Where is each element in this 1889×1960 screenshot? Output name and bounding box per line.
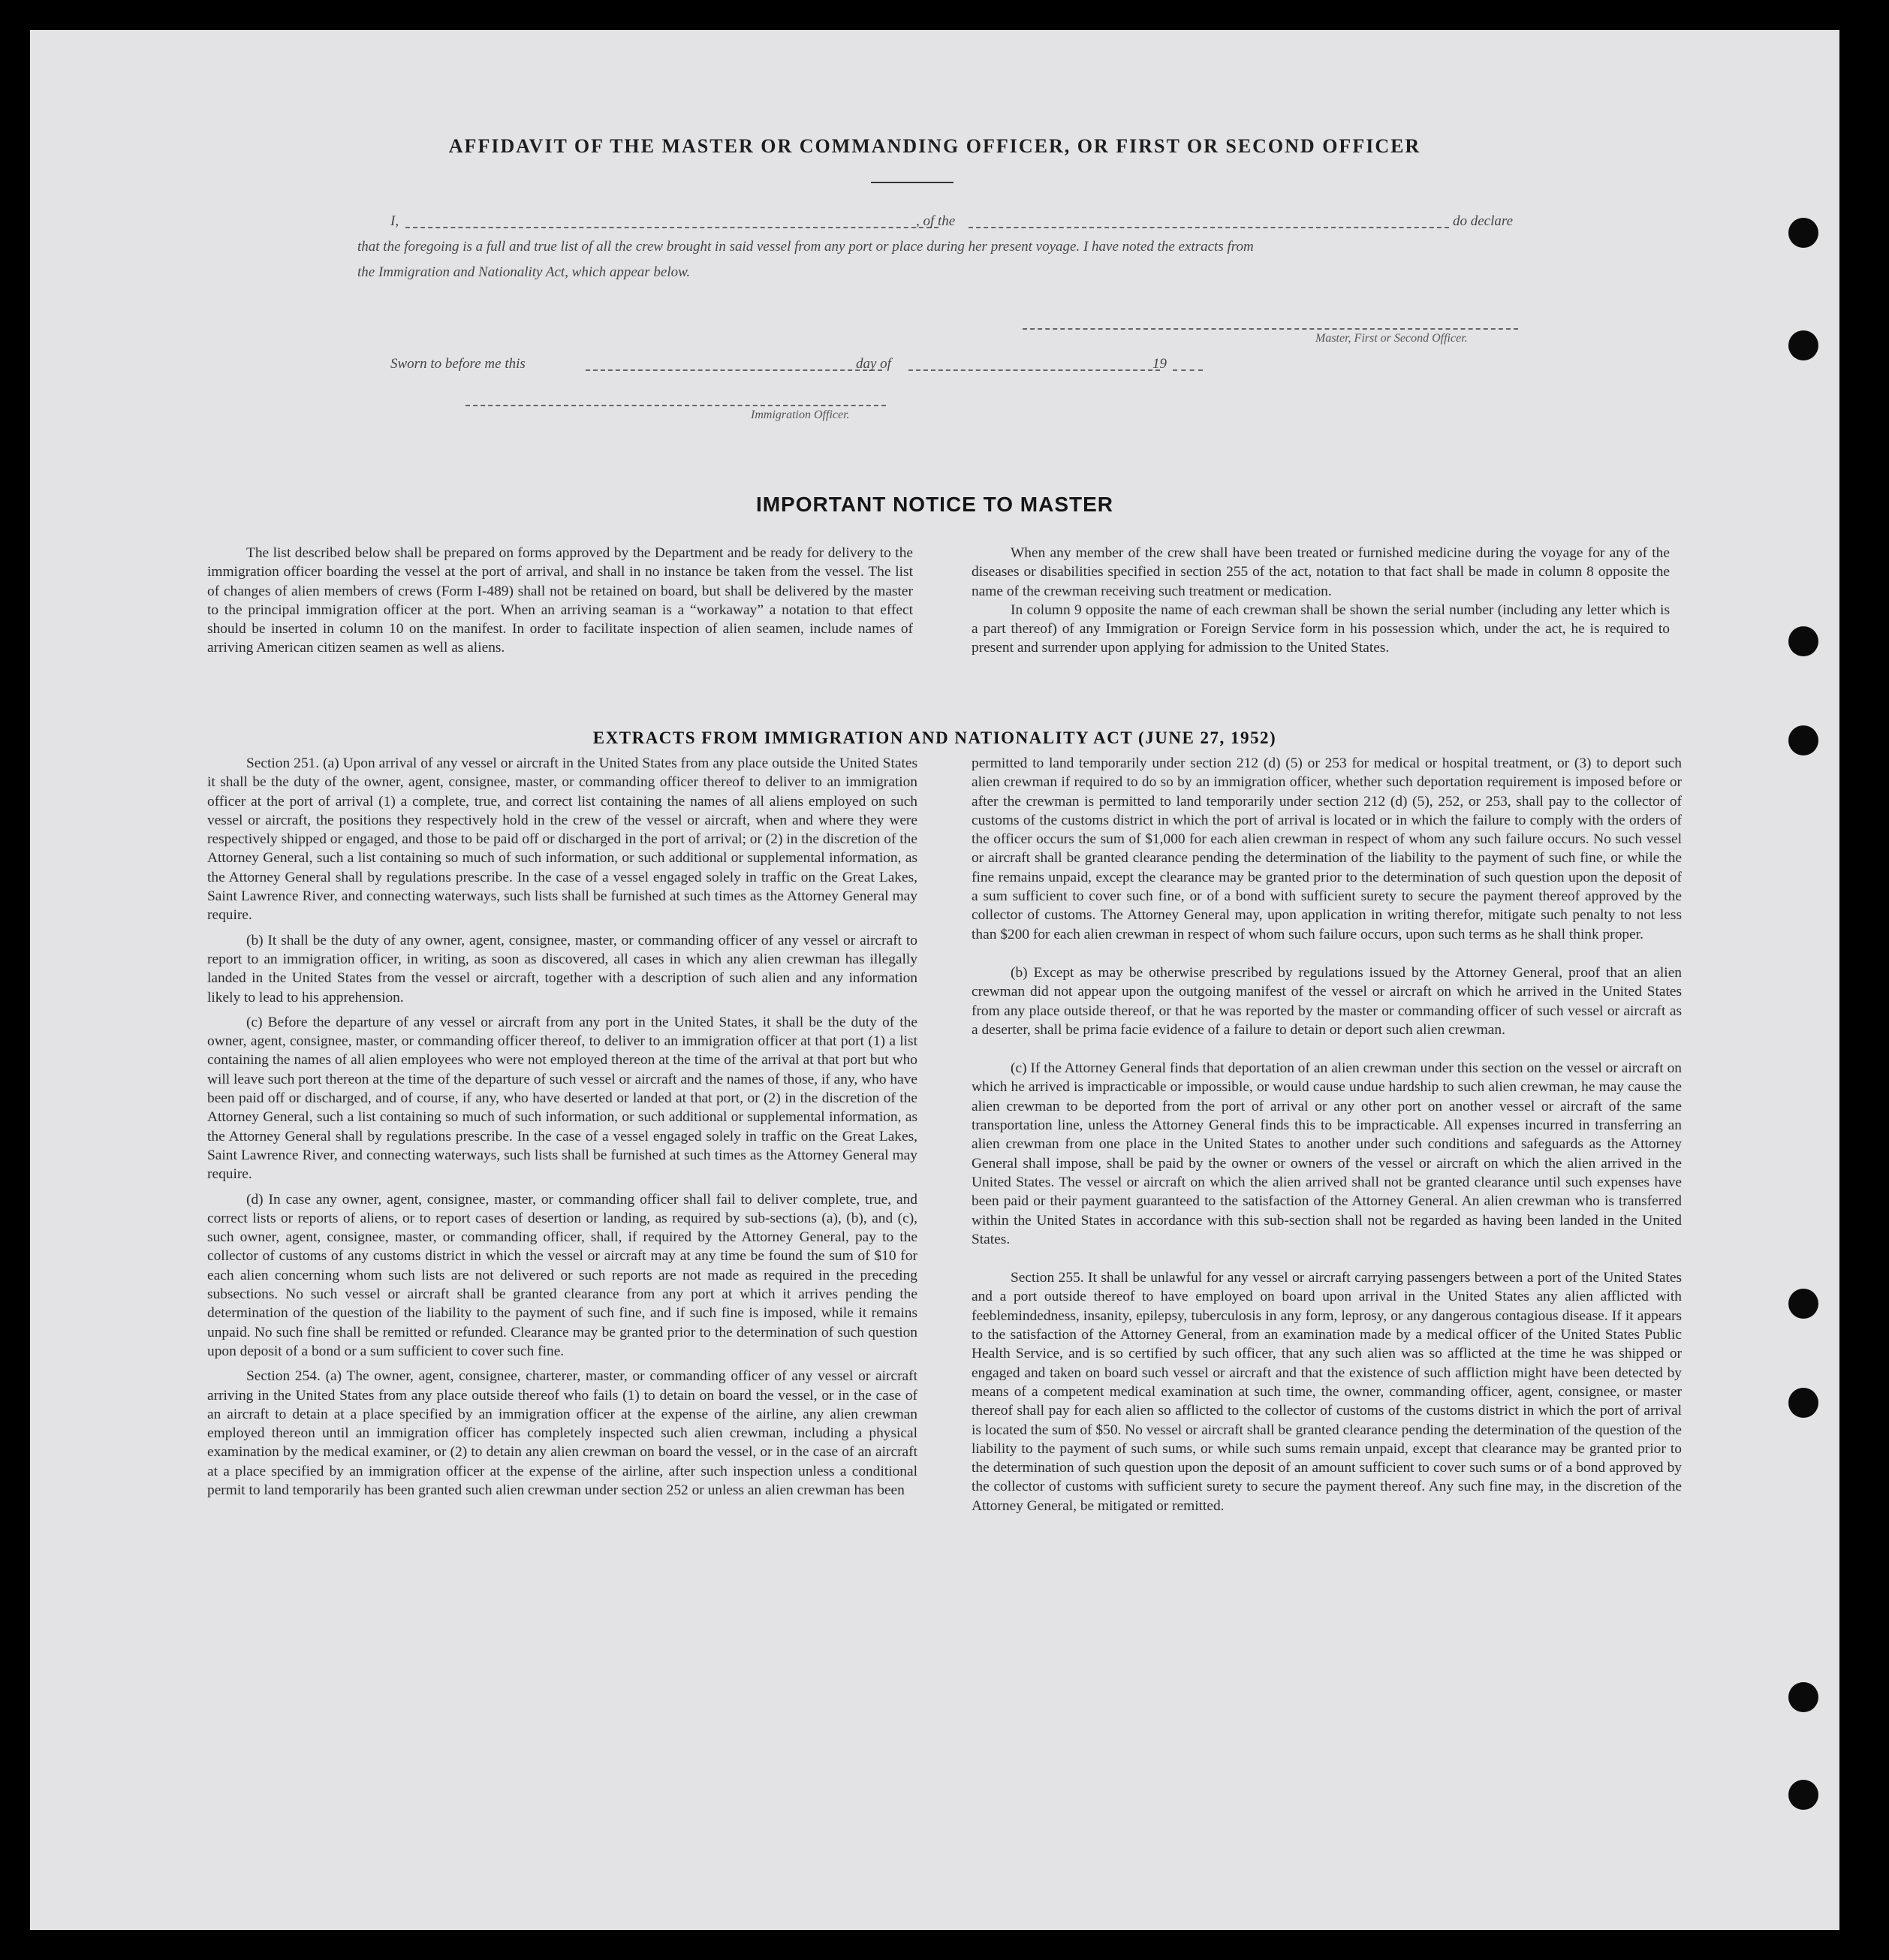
notice-paragraph: The list described below shall be prepared on forms approved by the Department and be ready for delivery to the immigration officer boarding the vessel at the port of arrival, and shall in no instance be taken from the vessel. The list of changes of alien members of crews (Form I-489) shall not be retained on board, but shall be delivered by the master to the principal immigration officer at the port. When an arriving seaman is a “workaway” a notation to that effect should be inserted in column 10 on the manifest. In order to facilitate inspection of alien seamen, include names of arriving American citizen seamen as well as aliens. bbox=[207, 545, 913, 656]
extracts-left-column bbox=[207, 754, 917, 1500]
notice-paragraph: In column 9 opposite the name of each crewman shall be shown the serial number (including any letter which is a part thereof) of any Immigration or Foreign Service form in his possession which, under the act, he is required to present and surrender upon applying for admission to the United States. bbox=[972, 602, 1670, 656]
title-rule bbox=[871, 182, 954, 183]
affidavit-do-declare: do declare bbox=[1453, 213, 1514, 229]
affidavit-i-label: I, bbox=[390, 213, 399, 229]
section-paragraph: (b) It shall be the duty of any owner, agent, consignee, master, or commanding officer of any vessel or aircraft to report to an immigration officer, in writing, as soon as discovered, all cases in which any alien crewman has illegally landed in the United States from the vessel or aircraft, together with a description of such alien and any information likely to lead to his apprehension. bbox=[207, 932, 917, 1006]
master-signature-caption: Master, First or Second Officer. bbox=[1315, 332, 1468, 345]
document-page bbox=[30, 30, 1839, 1930]
section-paragraph: (c) If the Attorney General finds that deportation of an alien crewman under this section on the vessel or aircraft on which he arrived is impracticable or impossible, or would cause undue hardship to such alien crewman, he may cause the alien crewman to be deported from the port of arrival or any other port on another vessel or aircraft of the same transportation line, unless the Attorney General finds this to be impracticable. All expenses incurred in transferring an alien crewman from one place in the United States to another under such conditions and safeguards as the Attorney General shall impose, shall be paid by the owner or owners of the vessel or aircraft on which the alien arrived in the United States. The vessel or aircraft on which the alien arrived shall not be granted clearance until such expenses have been paid or their payment guaranteed to the satisfaction of the Attorney General. An alien crewman who is transferred within the United States in accordance with this sub-section shall not be regarded as having been landed in the United States. bbox=[972, 1060, 1682, 1247]
punch-hole bbox=[1788, 1780, 1818, 1810]
vessel-blank bbox=[969, 227, 1449, 228]
punch-hole bbox=[1788, 330, 1818, 360]
day-of-label: day of bbox=[856, 356, 891, 372]
section-paragraph: Section 254. (a) The owner, agent, consignee, charterer, master, or commanding officer of any vessel or aircraft arriving in the United States from any place outside thereof who fails (1) to detain on board the vessel, or in the case of an aircraft to detain at a place specified by an immigration officer at the expense of the airline, any alien crewman employed thereon until an immigration officer has completely inspected such alien crewman, including a physical examination by the medical examiner, or (2) to detain any alien crewman on board the vessel, or in the case of an aircraft at a place specified by an immigration officer at the expense of the airline, after such inspection unless a conditional permit to land temporarily has been granted such alien crewman under section 252 or unless an alien crewman has been bbox=[207, 1368, 917, 1498]
officer-signature-line bbox=[465, 405, 886, 406]
notice-heading: IMPORTANT NOTICE TO MASTER bbox=[755, 493, 1114, 516]
officer-signature-caption: Immigration Officer. bbox=[751, 409, 850, 421]
sworn-day-blank bbox=[586, 369, 882, 371]
year-label: 19 bbox=[1152, 356, 1167, 372]
notice-left-column bbox=[207, 544, 913, 658]
affidavit-title: AFFIDAVIT OF THE MASTER OR COMMANDING OFFICER, OR FIRST OR SECOND OFFICER bbox=[448, 135, 1421, 157]
section-paragraph: (b) Except as may be otherwise prescribed by regulations issued by the Attorney General, proof that an alien crewman did not appear upon the outgoing manifest of the vessel or aircraft on which he arrived in the United States from any place outside thereof, or that he was reported by the master or commanding officer of such vessel or aircraft as a deserter, shall be prima facie evidence of a failure to detain or deport such alien crewman. bbox=[972, 964, 1682, 1038]
section-paragraph: Section 251. (a) Upon arrival of any vessel or aircraft in the United States from any place outside the United States it shall be the duty of the owner, agent, consignee, master, or commanding officer thereof to deliver to an immigration officer at the port of arrival (1) a complete, true, and correct list containing the names of all aliens employed on such vessel or aircraft, the positions they respectively hold in the crew of the vessel or aircraft, when and where they were respectively shipped or engaged, and those to be paid off or discharged in the port of arrival; or (2) in the discretion of the Attorney General, such a list containing so much of such information, or such additional or supplemental information, as the Attorney General shall by regulations prescribe. In the case of a vessel engaged solely in traffic on the Great Lakes, Saint Lawrence River, and connecting waterways, such lists shall be furnished at such times as the Attorney General may require. bbox=[207, 755, 917, 924]
extracts-right-column bbox=[972, 754, 1682, 1515]
name-blank bbox=[405, 227, 938, 228]
punch-hole bbox=[1788, 626, 1818, 656]
section-paragraph: Section 255. It shall be unlawful for any vessel or aircraft carrying passengers between a port of the United States and a port outside thereof to have employed on board upon arrival in the United States any alien afflicted with feeblemindedness, insanity, epilepsy, tuberculosis in any form, leprosy, or any dangerous contagious disease. If it appears to the satisfaction of the Attorney General, from an examination made by a medical officer of the United States Public Health Service, and is so certified by such officer, that any such alien was so afflicted at the time he was shipped or engaged and taken on board such vessel or aircraft and that the existence of such affliction might have been detected by means of a competent medical examination at such time, the owner, commanding officer, agent, consignee, or master thereof shall pay for each alien so afflicted to the collector of customs of the customs district in which the port of arrival is located the sum of $50. No vessel or aircraft shall be granted clearance pending the determination of the question of the liability to the payment of such sums, or while such sums remain unpaid, except that clearance may be granted prior to the determination of such question upon the deposit of an amount sufficient to cover such sums or of a bond approved by the collector of customs with sufficient surety to secure the payment thereof. Any such fine may, in the discretion of the Attorney General, be mitigated or remitted. bbox=[972, 1270, 1682, 1514]
sworn-label: Sworn to before me this bbox=[390, 356, 526, 372]
master-signature-line bbox=[1023, 328, 1518, 330]
notice-right-column bbox=[972, 544, 1670, 658]
section-paragraph: (d) In case any owner, agent, consignee, master, or commanding officer shall fail to deliver complete, true, and correct lists or reports of aliens, or to report cases of desertion or landing, as required by sub-sections (a), (b), and (c), such owner, agent, consignee, master, or commanding officer, shall, if required by the Attorney General, pay to the collector of customs of any customs district in which the vessel or aircraft may at any time be found the sum of $10 for each alien concerning whom such lists are not delivered or such reports are not made as required in the preceding subsections. No such vessel or aircraft shall be granted clearance from any port at which it arrives pending the determination of the question of the liability to the payment of such fine, and if such fine is imposed, while it remains unpaid. No such fine shall be remitted or refunded. Clearance may be granted prior to the determination of such question upon deposit of a bond or a sum sufficient to cover such fine. bbox=[207, 1191, 917, 1359]
affidavit-of-the: , of the bbox=[916, 213, 956, 229]
year-blank bbox=[1173, 369, 1203, 371]
punch-hole bbox=[1788, 1682, 1818, 1712]
notice-paragraph: When any member of the crew shall have been treated or furnished medicine during the voyage for any of the diseases or disabilities specified in section 255 of the act, notation to that fact shall be made in column 8 opposite the name of the crewman receiving such treatment or medication. bbox=[972, 545, 1670, 599]
affidavit-line-2: that the foregoing is a full and true list of all the crew brought in said vessel from any port or place during her present voyage. I have noted the extracts from bbox=[357, 239, 1254, 255]
month-blank bbox=[908, 369, 1160, 371]
punch-hole bbox=[1788, 1388, 1818, 1418]
punch-hole bbox=[1788, 1289, 1818, 1319]
section-paragraph: permitted to land temporarily under section 212 (d) (5) or 253 for medical or hospital treatment, or (3) to deport such alien crewman if required to do so by an immigration officer, whether such deportation requirement is imposed before or after the crewman is permitted to land temporarily under section 212 (d) (5), 252, or 253, shall pay to the collector of customs of the customs district in which the port of arrival is located or in which the failure to comply with the orders of the officer occurs the sum of $1,000 for each alien crewman in respect of whom any such failure occurs. No such vessel or aircraft shall be granted clearance pending the determination of the liability to the payment of such fine, or while the fine remains unpaid, except the clearance may be granted prior to the determination of such question upon the deposit of a sum sufficient to cover such fine, or of a bond with sufficient surety to secure the payment thereof approved by the collector of customs. The Attorney General may, upon application in writing therefor, mitigate such penalty to not less than $200 for each alien crewman in respect of whom such failure occurs, upon such terms as he shall think proper. bbox=[972, 755, 1682, 942]
section-paragraph: (c) Before the departure of any vessel or aircraft from any port in the United States, it shall be the duty of the owner, agent, consignee, master, or commanding officer thereof, to deliver to an immigration officer at that port (1) a list containing the names of all alien employees who were not employed thereon at the time of the arrival at that port but who will leave such port thereon at the time of the departure of such vessel or aircraft and the names of those, if any, who have been paid off or discharged, and of course, if any, who have deserted or landed at that port, or (2) in the discretion of the Attorney General, such a list containing so much of such information, or such additional or supplemental information, as the Attorney General shall by regulations prescribe. In the case of a vessel engaged solely in traffic on the Great Lakes, Saint Lawrence River, and connecting waterways, such lists shall be furnished at such times as the Attorney General may require. bbox=[207, 1014, 917, 1183]
punch-hole bbox=[1788, 218, 1818, 248]
affidavit-line-3: the Immigration and Nationality Act, which appear below. bbox=[357, 264, 691, 280]
extracts-heading: EXTRACTS FROM IMMIGRATION AND NATIONALITY ACT (JUNE 27, 1952) bbox=[592, 728, 1277, 747]
